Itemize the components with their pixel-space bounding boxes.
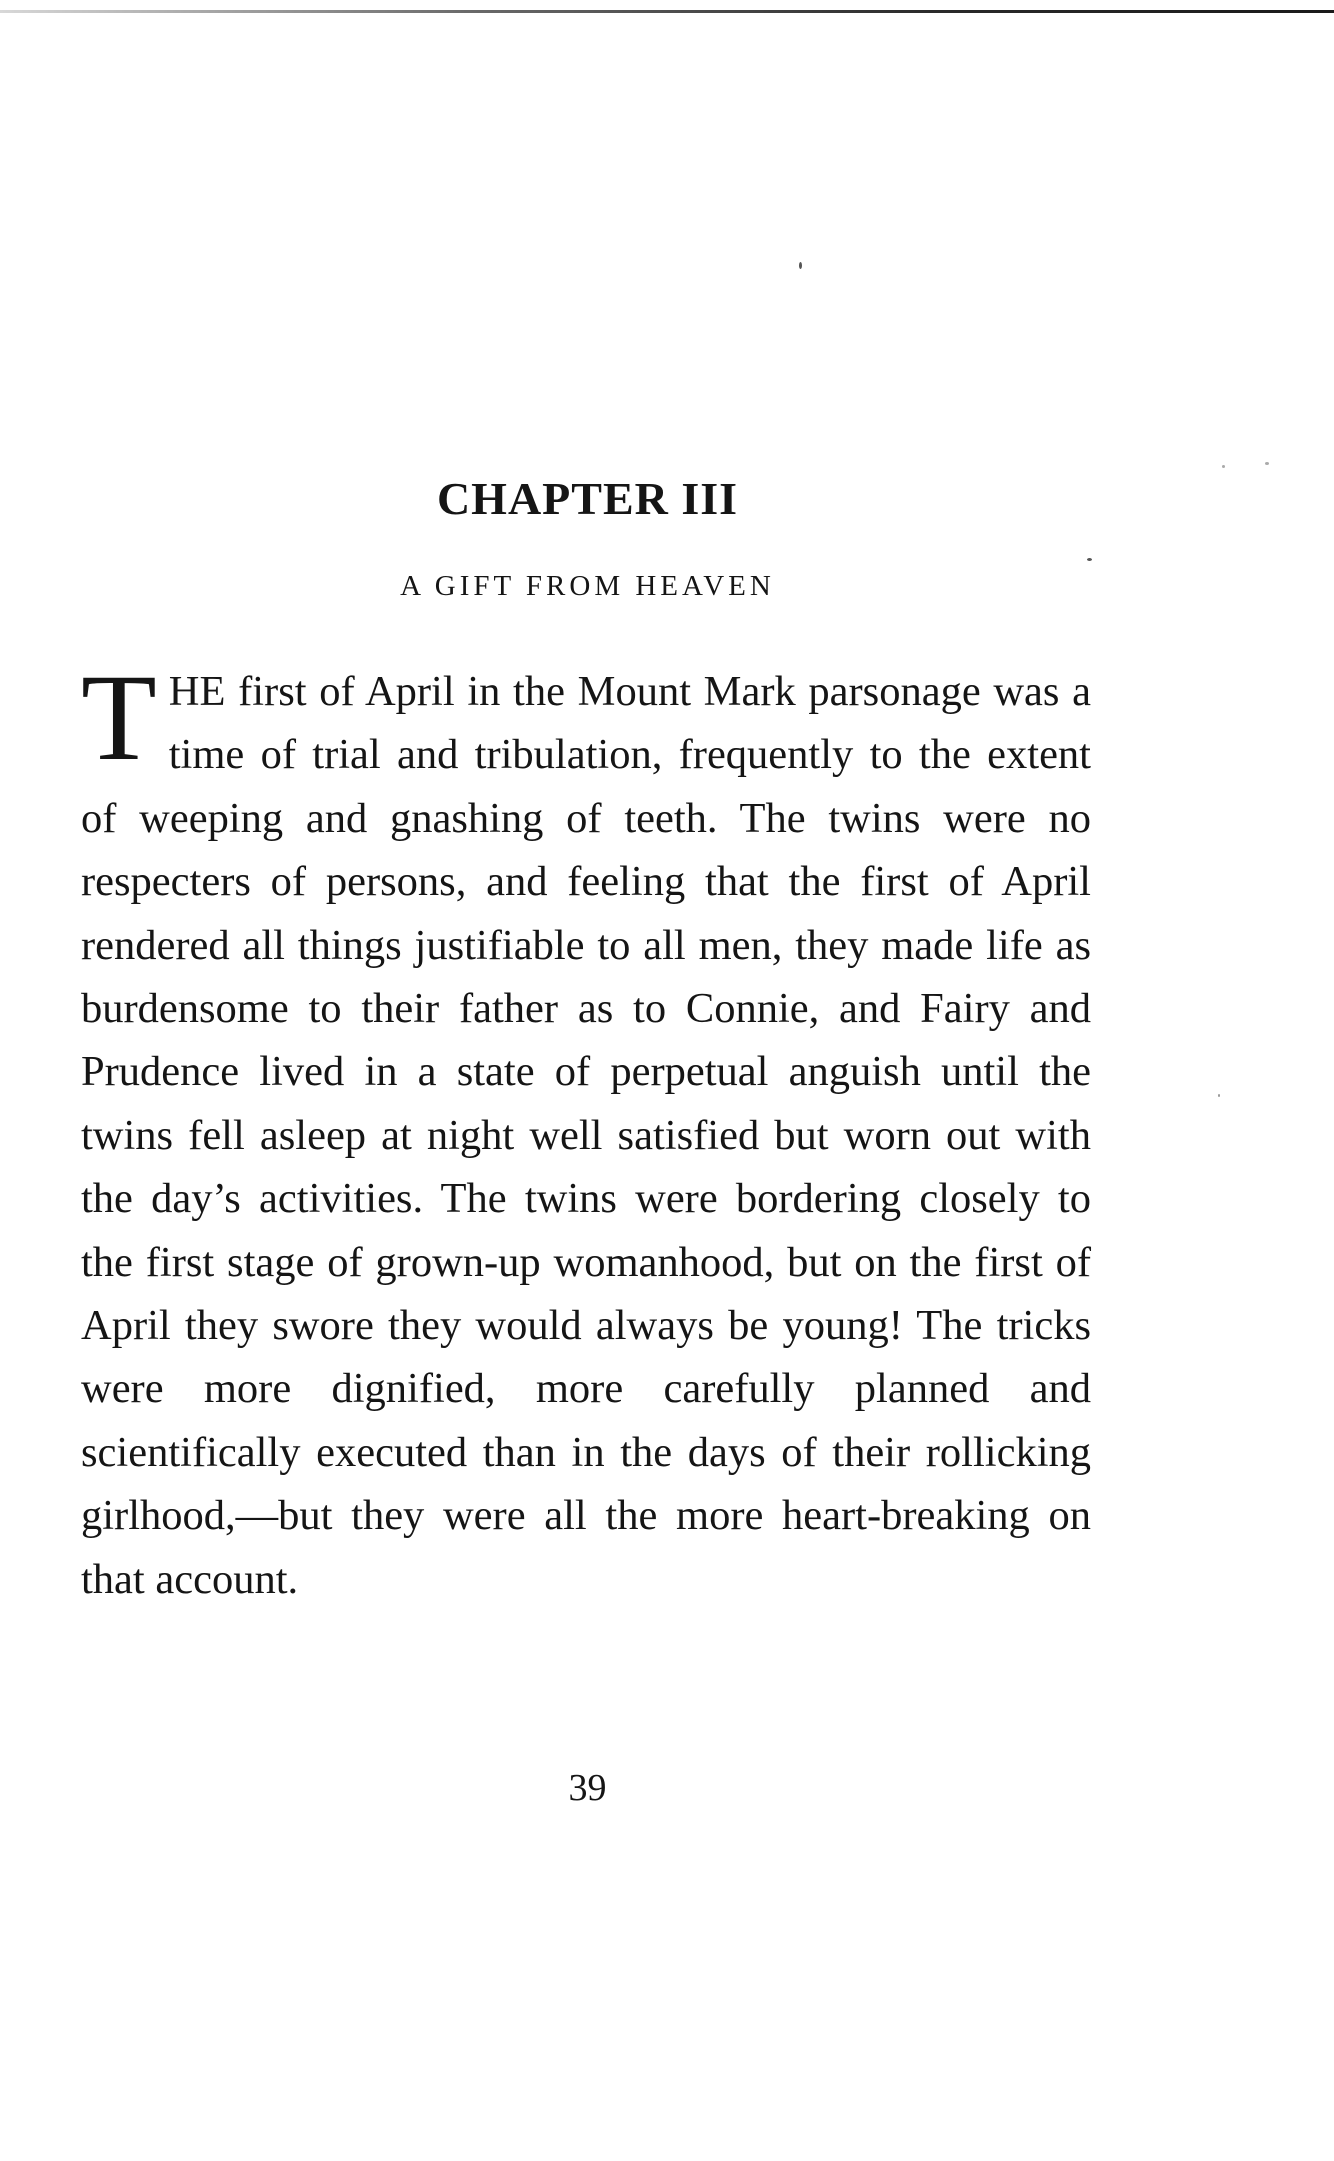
chapter-body-paragraph (81, 649, 1091, 1611)
chapter-subtitle: A GIFT FROM HEAVEN (400, 570, 775, 602)
page-number: 39 (568, 1767, 607, 1809)
print-speck (1222, 465, 1225, 468)
chapter-heading: CHAPTER III (436, 472, 739, 524)
print-speck (1087, 558, 1092, 561)
page-top-edge (0, 10, 1334, 13)
drop-cap-initial: T (81, 649, 157, 786)
print-speck (799, 262, 802, 269)
paragraph-text: HE first of April in the Mount Mark parsonage was a time of trial and tribulation, frequently to the extent of weeping and gnashing of teeth. The twins were no respecters of persons, and feeling that the first of April rendered all things justifiable to all men, they made life as burdensome to their father as to Connie, and Fairy and Prudence lived in a state of perpetual anguish until the twins fell asleep at night well satisfied but worn out with the day’s activities. The twins were bordering closely to the first stage of grown-up womanhood, but on the first of April they swore they would always be young! The tricks were more dignified, more carefully planned and scientifically executed than in the days of their rollicking girlhood,—but they were all the more heart-breaking on that account. (81, 668, 1091, 1603)
print-speck (1218, 1094, 1220, 1097)
print-speck (1265, 462, 1269, 465)
